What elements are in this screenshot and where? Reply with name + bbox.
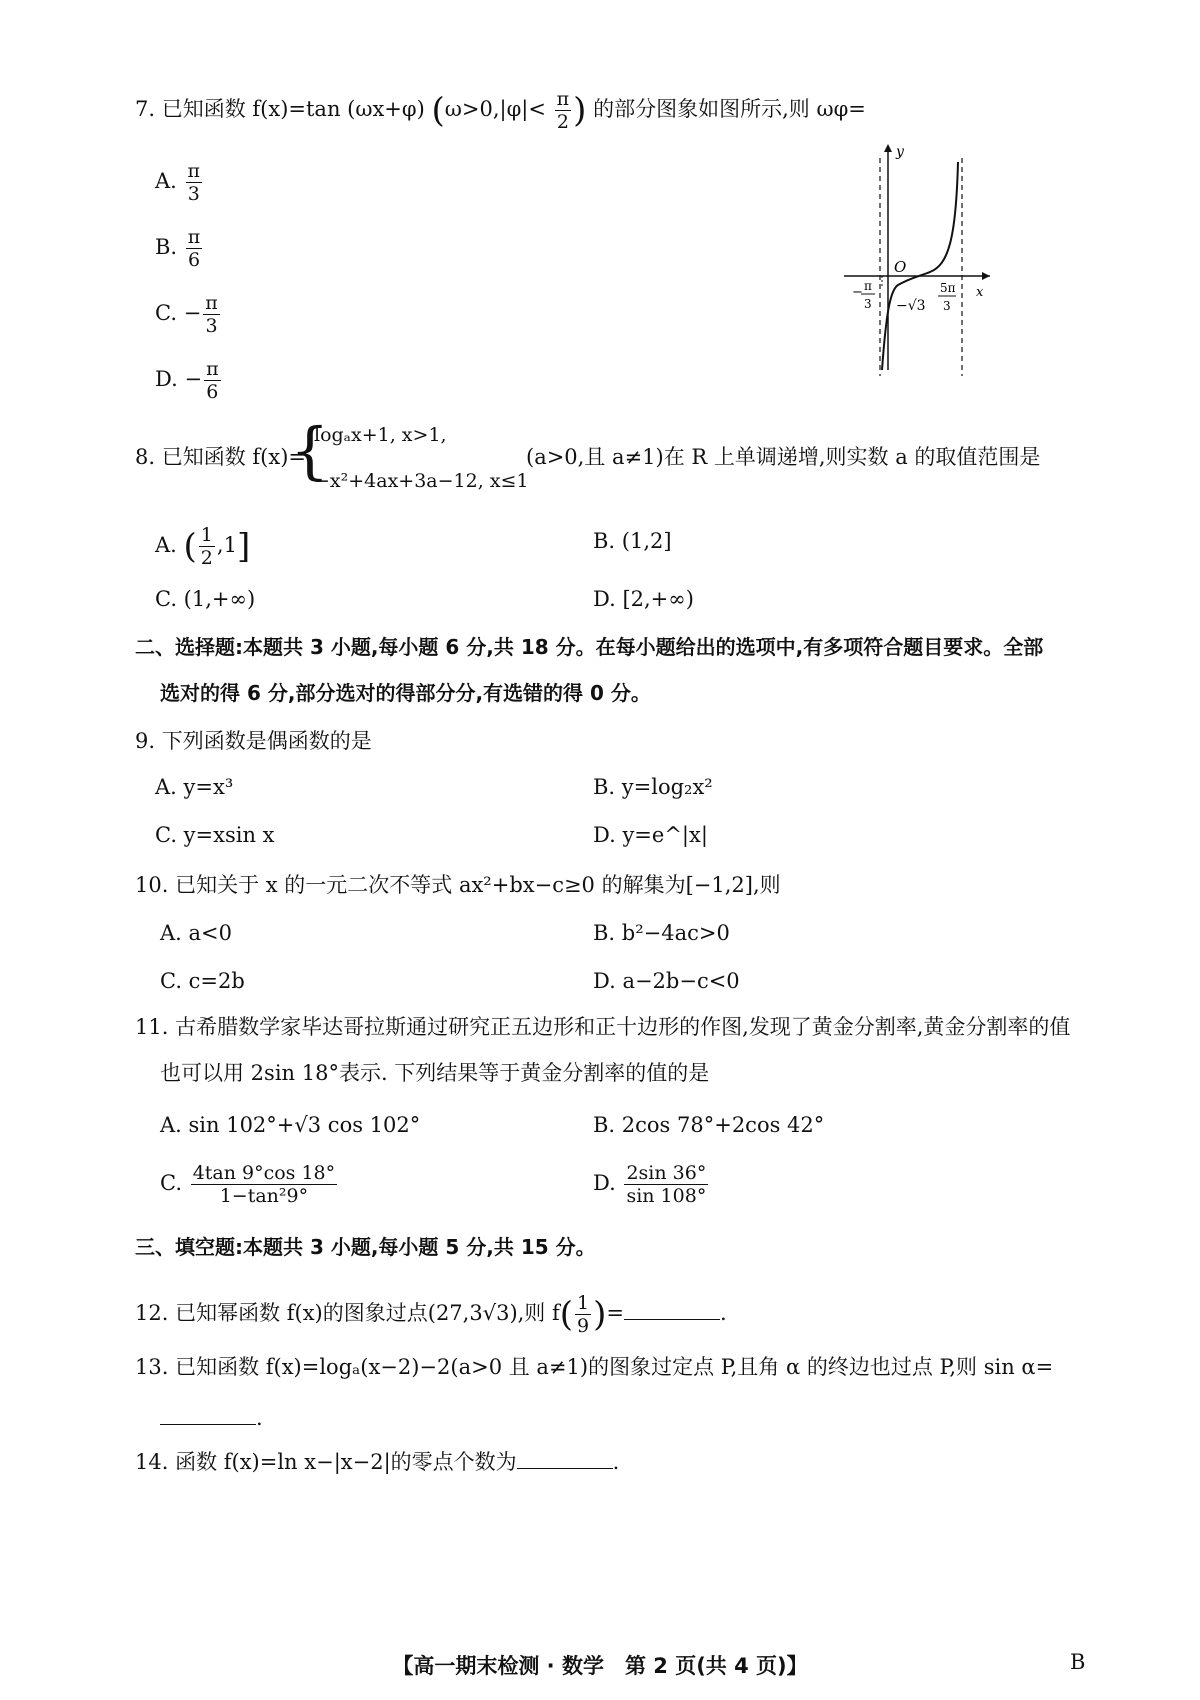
paren-close: ) <box>593 1294 607 1335</box>
option-label: B. <box>155 235 178 259</box>
q12-equals: = <box>606 1301 624 1325</box>
option-frac <box>204 358 221 403</box>
page-footer: 【高一期末检测 · 数学 第 2 页(共 4 页)】 <box>392 1654 808 1678</box>
q7-option-b <box>155 226 204 271</box>
q7-option-a <box>155 160 204 205</box>
option-label: D. <box>593 1171 616 1195</box>
x-label: x <box>976 285 984 300</box>
frac-den: 6 <box>188 249 201 271</box>
q8-case1: logₐx+1, x>1, <box>314 424 447 446</box>
frac-num: π <box>205 292 218 314</box>
tick-y-label: −√3 <box>896 298 926 314</box>
q12-period: . <box>720 1301 727 1325</box>
frac-num: π <box>187 226 201 248</box>
q7-cond-frac-num: π <box>556 88 570 110</box>
q7-option-d <box>155 358 223 403</box>
option-label: A. <box>155 533 177 557</box>
frac-num: 4tan 9°cos 18° <box>192 1162 336 1184</box>
q7-stem <box>135 88 866 133</box>
frac-num: π <box>187 160 201 182</box>
tick-left-den: 3 <box>864 297 872 311</box>
q7-cond-frac-den: 2 <box>556 111 569 133</box>
q7-condition: ω>0,|φ|< <box>444 97 546 121</box>
q7-option-c <box>155 292 222 337</box>
q10-option-c: C. c=2b <box>160 969 245 993</box>
option-frac <box>186 226 203 271</box>
option-sign: − <box>183 301 202 325</box>
q11-option-c <box>160 1162 339 1207</box>
frac-den: 3 <box>205 315 218 337</box>
origin-label: O <box>894 258 907 276</box>
q9-option-a: A. y=x³ <box>155 775 234 799</box>
paren-open: ( <box>183 526 197 567</box>
q7-stem-text-a: 7. 已知函数 f(x)=tan (ωx+φ) <box>135 97 425 121</box>
section3-heading: 三、填空题:本题共 3 小题,每小题 5 分,共 15 分。 <box>135 1235 596 1259</box>
tick-left-num: π <box>864 279 872 293</box>
q13-stem: 13. 已知函数 f(x)=logₐ(x−2)−2(a>0 且 a≠1)的图象过定点 P,且角 α 的终边也过点 P,则 sin α= <box>135 1355 1054 1379</box>
frac-den: sin 108° <box>626 1185 707 1207</box>
q9-option-c: C. y=xsin x <box>155 823 275 847</box>
option-rest: ,1 <box>216 533 237 557</box>
q11-stem-line2: 也可以用 2sin 18°表示. 下列结果等于黄金分割率的值的是 <box>160 1061 710 1085</box>
q14-period: . <box>612 1450 620 1474</box>
frac-den: 2 <box>200 547 213 569</box>
q12-stem <box>135 1292 727 1337</box>
tick-left-sign: − <box>852 285 863 300</box>
option-label: C. <box>160 1171 182 1195</box>
frac-den: 3 <box>187 183 200 205</box>
q8-option-a <box>155 524 250 569</box>
q13-answer-line <box>160 1402 263 1433</box>
paper-version-letter: B <box>1070 1650 1086 1674</box>
q7-tan-graph <box>830 140 1010 380</box>
q10-option-b: B. b²−4ac>0 <box>593 921 730 945</box>
paren-open: ( <box>431 90 445 131</box>
q8-case2: −x²+4ax+3a−12, x≤1 <box>314 470 529 492</box>
option-label: C. <box>155 301 177 325</box>
option-frac <box>186 160 203 205</box>
bracket-close: ] <box>236 526 251 567</box>
section2-heading-line2: 选对的得 6 分,部分选对的得部分分,有选错的得 0 分。 <box>160 681 651 705</box>
q11-option-a: A. sin 102°+√3 cos 102° <box>160 1113 421 1137</box>
tick-right-den: 3 <box>943 299 951 313</box>
frac-num: 1 <box>200 524 213 546</box>
frac-num: 1 <box>577 1292 590 1314</box>
q8-brace: { <box>290 414 330 487</box>
q9-option-b: B. y=log₂x² <box>593 775 713 799</box>
q7-stem-text-b: 的部分图象如图所示,则 ωφ= <box>593 97 866 121</box>
q8-stem-b: (a>0,且 a≠1)在 R 上单调递增,则实数 a 的取值范围是 <box>526 445 1041 469</box>
tick-right-num: 5π <box>940 281 956 295</box>
q11-option-d <box>593 1162 710 1207</box>
q13-period: . <box>256 1406 263 1430</box>
option-frac <box>624 1162 708 1207</box>
q11-stem-line1: 11. 古希腊数学家毕达哥拉斯通过研究正五边形和正十边形的作图,发现了黄金分割率,黄金分割率的值 <box>135 1015 1071 1039</box>
q8-option-c: C. (1,+∞) <box>155 587 256 611</box>
frac-num: π <box>206 358 219 380</box>
option-label: A. <box>155 169 177 193</box>
q8-stem-a: 8. 已知函数 f(x)= <box>135 445 306 469</box>
y-axis-arrow <box>884 144 892 152</box>
frac-den: 6 <box>206 381 219 403</box>
q7-cond-frac <box>555 88 572 133</box>
q8-option-b: B. (1,2] <box>593 529 672 553</box>
q12-frac <box>575 1292 591 1337</box>
q8-option-d: D. [2,+∞) <box>593 587 694 611</box>
option-frac <box>199 524 215 569</box>
q9-stem: 9. 下列函数是偶函数的是 <box>135 729 372 753</box>
q14-stem-text: 14. 函数 f(x)=ln x−|x−2|的零点个数为 <box>135 1450 517 1474</box>
q14-stem <box>135 1446 619 1477</box>
q10-stem: 10. 已知关于 x 的一元二次不等式 ax²+bx−c≥0 的解集为[−1,2],则 <box>135 873 781 897</box>
q10-option-d: D. a−2b−c<0 <box>593 969 740 993</box>
frac-den: 1−tan²9° <box>219 1185 309 1207</box>
option-label: D. <box>155 367 178 391</box>
q12-stem-text: 12. 已知幂函数 f(x)的图象过点(27,3√3),则 f <box>135 1301 560 1325</box>
q12-answer-blank[interactable] <box>624 1297 720 1320</box>
q9-option-d: D. y=e^|x| <box>593 823 708 847</box>
option-frac <box>203 292 220 337</box>
section2-heading: 二、选择题:本题共 3 小题,每小题 6 分,共 18 分。在每小题给出的选项中,有多项符合题目要求。全部 <box>135 635 1044 659</box>
y-label: y <box>896 144 904 160</box>
paren-close: ) <box>573 90 587 131</box>
q14-answer-blank[interactable] <box>517 1446 613 1469</box>
x-axis-arrow <box>982 272 990 280</box>
q10-option-a: A. a<0 <box>160 921 232 945</box>
frac-num: 2sin 36° <box>626 1162 707 1184</box>
option-sign: − <box>184 367 203 391</box>
q13-answer-blank[interactable] <box>160 1402 256 1425</box>
paren-open: ( <box>559 1294 574 1335</box>
option-frac <box>191 1162 337 1207</box>
q11-option-b: B. 2cos 78°+2cos 42° <box>593 1113 825 1137</box>
frac-den: 9 <box>577 1315 590 1337</box>
